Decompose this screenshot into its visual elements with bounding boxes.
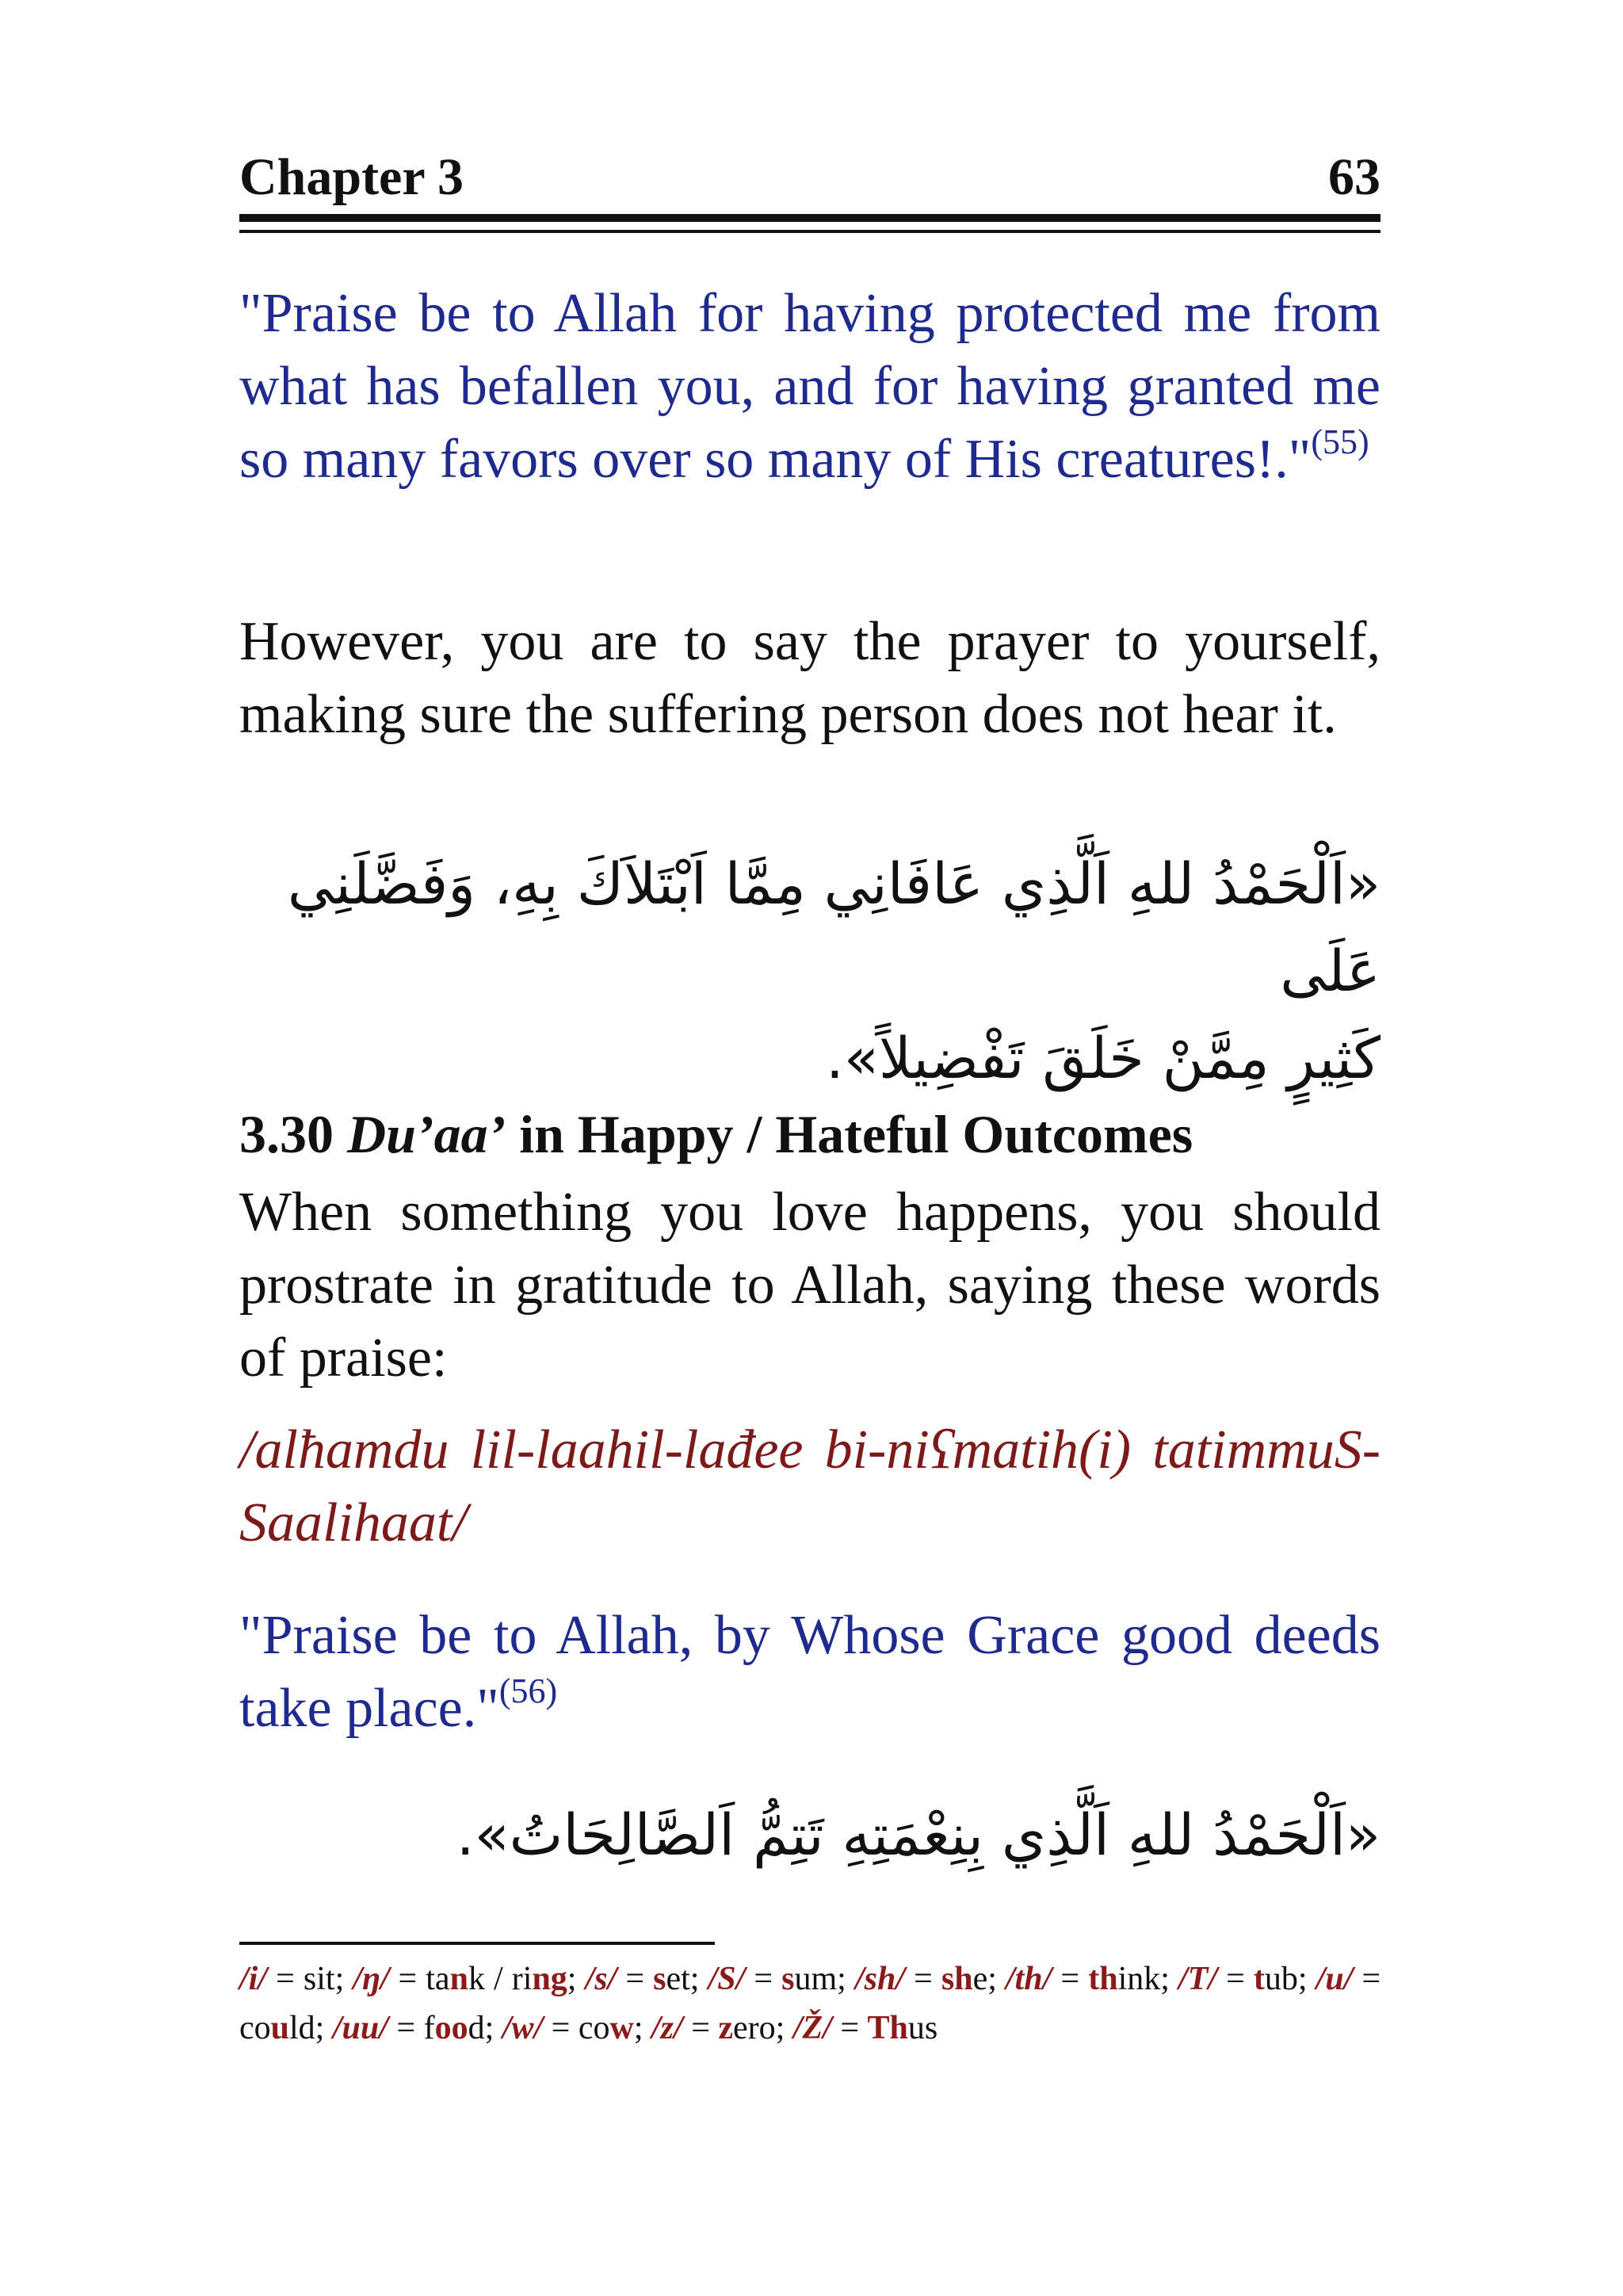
transliteration: /alħamdu lil-laahil-lađee bi-niʕmatih(i) tatimmuS-Saalihaat/ [239,1419,1381,1553]
pronunciation-key-footnote: /i/ = sit; /ŋ/ = tank / ring; /s/ = set; /S/ = sum; /sh/ = she; /th/ = think; /T/ = tub; /u/ = could; /uu/ = food; /w/ = cow; /z/ = zero; /Ž/ = Thus [239,1961,1381,2046]
translation-paragraph-2: "Praise be to Allah, by Whose Grace good deeds take place."$^{(56)}$ [239,1605,1381,1739]
page-header [239,147,1381,208]
section-term: Du’aa’ [347,1104,506,1164]
arabic-line-1: «اَلْحَمْدُ للهِ اَلَّذِي عَافَانِي مِمَّا اَبْتَلاَكَ بِهِ، وَفَضَّلَنِي عَلَى [287,850,1381,1004]
arabic-supplication-2: «اَلْحَمْدُ للهِ اَلَّذِي بِنِعْمَتِهِ تَتِمُّ اَلصَّالِحَاتُ». [456,1801,1381,1868]
footnote-ref-56: (56) [498,1671,558,1710]
section-title-rest: in Happy / Hateful Outcomes [519,1104,1193,1164]
footnote-rule [239,1942,715,1945]
header-rule-thick [239,214,1381,222]
instruction-paragraph: However, you are to say the prayer to yourself, making sure the suffering person does not hear it. [239,611,1381,745]
page-number: 63 [1328,148,1381,206]
section-heading [239,1103,1381,1166]
chapter-title: Chapter 3 [239,148,464,206]
arabic-supplication-1 [239,840,1381,1102]
section-paragraph: When something you love happens, you should prostrate in gratitude to Allah, saying these words of praise: [239,1182,1381,1389]
translation-paragraph-1: "Praise be to Allah for having protected me from what has befallen you, and for having granted me so many favors over so many of His creatures!."$^{(55)}$ [239,283,1381,490]
footnote-ref-55: (55) [1311,422,1369,461]
arabic-line-2: كَثِيرٍ مِمَّنْ خَلَقَ تَفْضِيلاً». [825,1025,1381,1091]
header-rule-thin [239,230,1381,233]
section-number: 3.30 [239,1104,334,1164]
